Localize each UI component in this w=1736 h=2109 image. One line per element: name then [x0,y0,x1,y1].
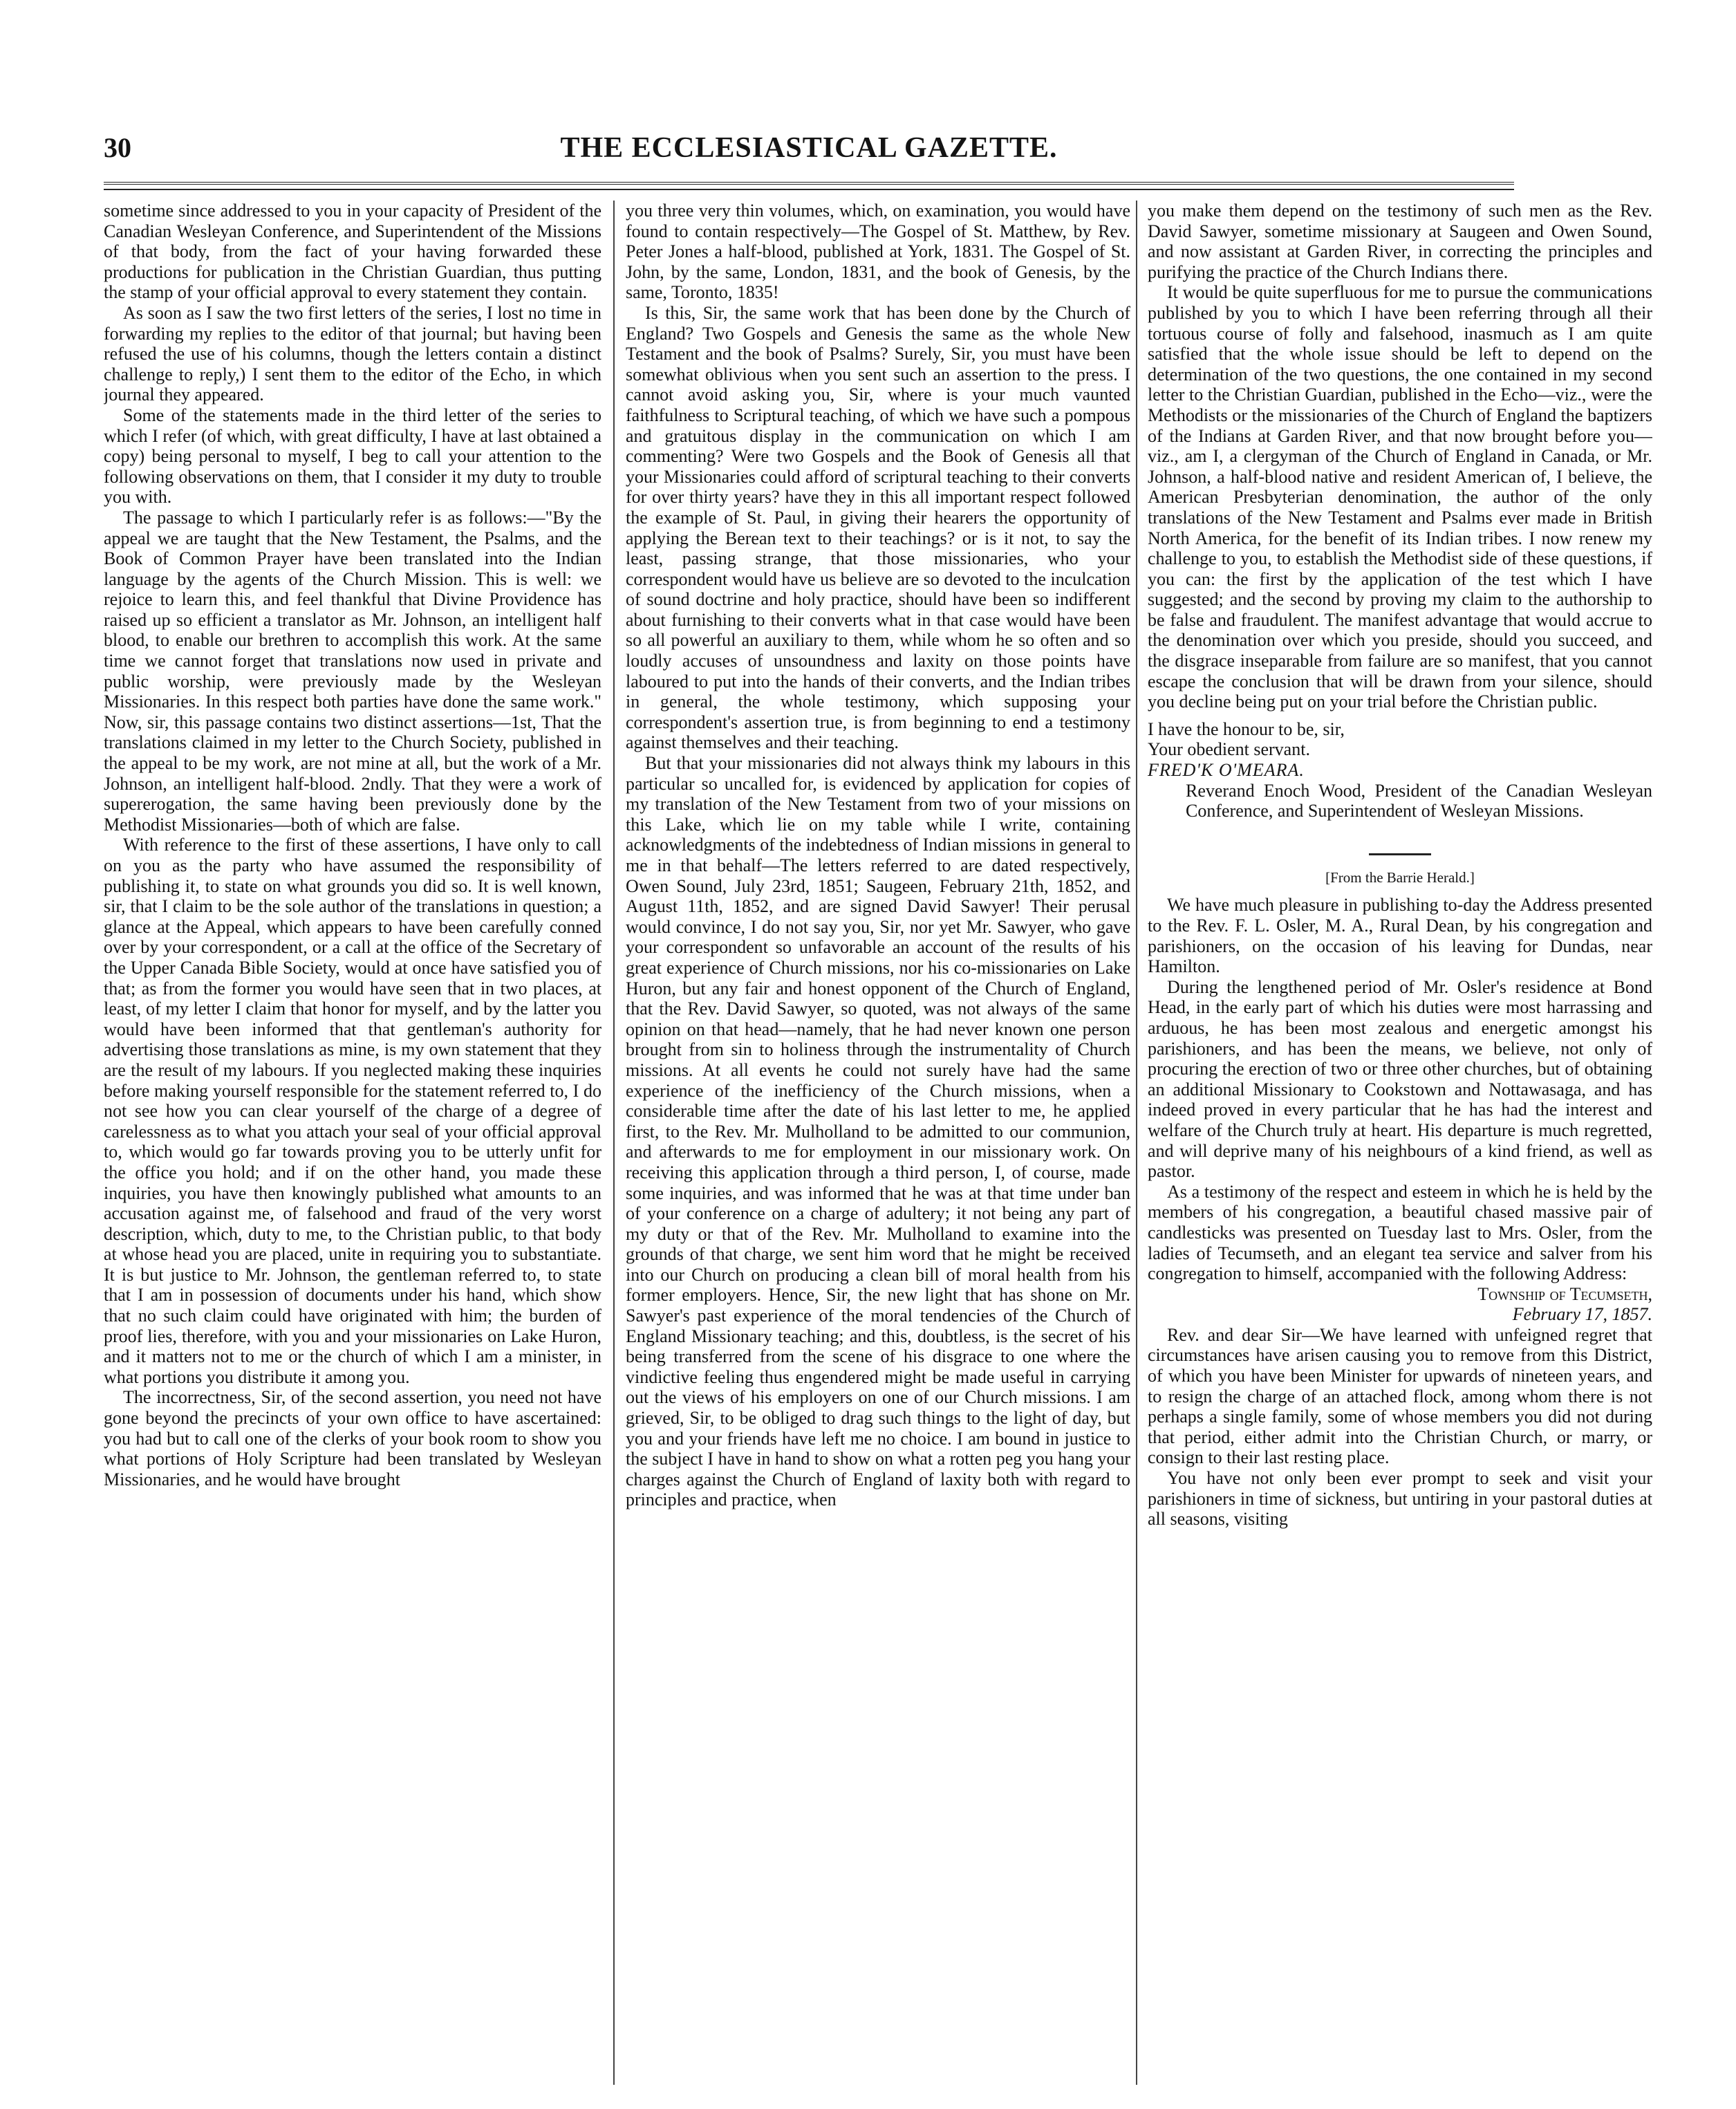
paragraph: Is this, Sir, the same work that has been done by the Church of England? Two Gospels and Genesis the same as the whole New Testament and the book of Psalms? Surely, Sir, you must have been somewhat oblivious when you sent such an assertion to the press. I cannot avoid asking you, Sir, where is your much vaunted faithfulness to Scriptural teaching, of which we have such a pompous and gratuitous display in the communication on which I am commenting? Were two Gospels and the Book of Genesis all that your Missionaries could afford of scriptural teaching to their converts for over thirty years? have they in this all important respect followed the example of St. Paul, in giving their hearers the opportunity of applying the Berean text to their teachings? or is it not, to say the least, passing strange, that those missionaries, who your correspondent would have us believe are so devoted to the inculcation of sound doctrine and holy practice, should have been so indifferent about furnishing to their converts what in that case would have been so all powerful an auxiliary to them, while whom he so often and so loudly accuses of unsoundness and laxity on those points have laboured to put into the hands of their converts, and the Indian tribes in general, the whole testimony, which supposing your correspondent's assertion true, is from beginning to end a testimony against themselves and their teaching. [626,302,1130,753]
column-divider [613,201,615,2085]
paragraph: The incorrectness, Sir, of the second assertion, you need not have gone beyond the precincts of your own office to have ascertained: you had but to call one of the clerks of your book room to show you what portions of Holy Scripture had been translated by Wesleyan Missionaries, and he would have brought [104,1387,601,1489]
dateline-place: Township of Tecumseth, [1477,1283,1652,1304]
newspaper-title: THE ECCLESIASTICAL GAZETTE. [560,132,1058,164]
column-3 [1148,201,1652,2092]
paragraph: sometime since addressed to you in your capacity of President of the Canadian Wesleyan Conference, and Superintendent of the Missions of that body, from the fact of your having forwarded these productions for publication in the Christian Guardian, thus putting the stamp of your official approval to every statement they contain. [104,201,601,303]
column-divider [1136,201,1137,2085]
letter-closing: I have the honour to be, sir, [1148,718,1345,739]
letter-addressee: Reverand Enoch Wood, President of the Canadian Wesleyan Conference, and Superintendent of Wesleyan Missions. [1186,780,1652,821]
column-2 [626,201,1130,2092]
letter-closing: Your obedient servant. [1148,739,1310,760]
paragraph: Rev. and dear Sir—We have learned with unfeigned regret that circumstances have arisen causing you to remove from this District, of which you have been Minister for upwards of nineteen years, and to resign the charge of an attached flock, among whom there is not perhaps a single family, some of whose members you did not during that period, either admit into the Christian Church, or marry, or consign to their last resting place. [1148,1324,1652,1468]
paragraph: It would be quite superfluous for me to pursue the communications published by you to which I have been referring through all their tortuous course of folly and falsehood, inasmuch as I am quite satisfied that the whole issue should be left to depend on the determination of the two questions, the one contained in my second letter to the Christian Guardian, published in the Echo—viz., were the Methodists or the missionaries of the Church of England the baptizers of the Indians at Garden River, and that now brought before you—viz., am I, a clergyman of the Church of England in Canada, or Mr. Johnson, a half-blood native and resident American of, I believe, the American Presbyterian denomination, the author of the only translations of the New Testament and Psalms ever made in British North America, for the benefit of its Indian tribes. I now renew my challenge to you, to establish the Methodist side of these questions, if you can: the first by the application of the test which I have suggested; and the second by proving my claim to the authorship to be false and fraudulent. The manifest advantage that would accrue to the denomination over which you preside, should you succeed, and the disgrace inseparable from failure are so manifest, that you cannot escape the conclusion that will be drawn from your silence, should you decline being put on your trial before the Christian public. [1148,282,1652,712]
paragraph: You have not only been ever prompt to seek and visit your parishioners in time of sickness, but untiring in your pastoral duties at all seasons, visiting [1148,1468,1652,1530]
paragraph: With reference to the first of these assertions, I have only to call on you as the party who have assumed the responsibility of publishing it, to state on what grounds you did so. It is well known, sir, that I claim to be the sole author of the translations in question; a glance at the Appeal, which appears to have been carefully conned over by your correspondent, or a call at the office of the Secretary of the Upper Canada Bible Society, would at once have satisfied you of that; as from the former you would have seen that in two places, at least, of my letter I claim that honor for myself, and by the latter you would have been informed that that gentleman's authority for advertising those translations as mine, is my own statement that they are the result of my labours. If you neglected making these inquiries before making yourself responsible for the statement referred to, I do not see how you can clear yourself of the charge of a degree of carelessness as to what you attach your seal of your official approval to, which would go far towards proving you to be utterly unfit for the office you hold; and if on the other hand, you made these inquiries, you have then knowingly published what amounts to an accusation against me, of falsehood and fraud of the very worst description, which, duty to me, to the Christian public, to that body at whose head you are placed, unite in requiring you to substantiate. It is but justice to Mr. Johnson, the gentleman referred to, to state that I am in possession of documents under his hand, which show that no such claim could have originated with him; the burden of proof lies, therefore, with you and your missionaries on Lake Huron, and it matters not to me or the church of which I am a minister, in what portions you distribute it among you. [104,835,601,1387]
paragraph: As soon as I saw the two first letters of the series, I lost no time in forwarding my replies to the editor of that journal; but having been refused the use of his columns, though the letters contain a distinct challenge to reply,) I sent them to the editor of the Echo, in which journal they appeared. [104,302,601,405]
page-header [104,131,1514,173]
page-number: 30 [104,132,131,163]
section-divider [1369,853,1431,855]
column-1 [104,201,601,2092]
letter-signature: FRED'K O'MEARA. [1148,760,1305,781]
header-rule [104,182,1514,190]
paragraph: The passage to which I particularly refer is as follows:—"By the appeal we are taught that the New Testament, the Psalms, and the Book of Common Prayer have been translated into the Indian language by the agents of the Church Mission. This is well: we rejoice to learn this, and feel thankful that Divine Providence has raised up so efficient a translator as Mr. Johnson, an intelligent half blood, to enable our brethren to accomplish this work. At the same time we cannot forget that translations now used in private and public worship, were previously made by the Wesleyan Missionaries. In this respect both parties have done the same work." Now, sir, this passage contains two distinct assertions—1st, That the translations claimed in my letter to the Church Society, published in the appeal to be my work, are not mine at all, but the work of a Mr. Johnson, an intelligent half-blood. 2ndly. That they were a work of supererogation, the same having been previously done by the Methodist Missionaries—both of which are false. [104,507,601,835]
paragraph: Some of the statements made in the third letter of the series to which I refer (of which, with great difficulty, I have at last obtained a copy) being personal to myself, I beg to call your attention to the following observations on them, that I consider it my duty to trouble you with. [104,405,601,508]
paragraph: We have much pleasure in publishing to-day the Address presented to the Rev. F. L. Osler, M. A., Rural Dean, by his congregation and parishioners, on the occasion of his leaving for Dundas, near Hamilton. [1148,895,1652,977]
paragraph: As a testimony of the respect and esteem in which he is held by the members of his congregation, a beautiful chased massive pair of candlesticks was presented on Tuesday last to Mrs. Osler, from the ladies of Tecumseth, and an elegant tea service and salver from his congregation to himself, accompanied with the following Address: [1148,1181,1652,1284]
paragraph: During the lengthened period of Mr. Osler's residence at Bond Head, in the early part of which his duties were most harrassing and arduous, he has been most zealous and energetic amongst his parishioners, and has been the means, we believe, not only of procuring the erection of two or three other churches, but of obtaining an additional Missionary to Cookstown and Nottawasaga, and has indeed proved in every particular that he has had the interest and welfare of the Church truly at heart. His departure is much regretted, and will deprive many of his neighbours of a kind friend, as well as pastor. [1148,976,1652,1182]
paragraph: you make them depend on the testimony of such men as the Rev. David Sawyer, sometime missionary at Saugeen and Owen Sound, and now assistant at Garden River, in correcting the principles and purifying the practice of the Church Indians there. [1148,201,1652,282]
paragraph: But that your missionaries did not always think my labours in this particular so uncalled for, is evidenced by application for copies of my translation of the New Testament from two of your missions on this Lake, which lie on my table while I write, containing acknowledgments of the indebtedness of Indian missions in general to me in that behalf—The letters referred to are dated respectively, Owen Sound, July 23rd, 1851; Saugeen, February 21th, 1852, and August 11th, 1852, and are signed David Sawyer! Their perusal would convince, I do not say you, Sir, nor yet Mr. Sawyer, who gave your correspondent so unfavorable an account of the results of his great experience of Church missions, nor his co-missionaries on Lake Huron, but any fair and honest opponent of the Church of England, that the Rev. David Sawyer, so quoted, was not always of the same opinion on that head—namely, that he had never known one person brought from sin to holiness through the instrumentality of Church missions. At all events he could not surely have had the same experience of the inefficiency of the Church missions, when a considerable time after the date of his last letter to me, he applied first, to the Rev. Mr. Mulholland to be admitted to our communion, and afterwards to me for employment in our missionary work. On receiving this application through a third person, I, of course, made some inquiries, and was informed that he was at that time under ban of your conference on a charge of adultery; it not being any part of my duty or that of the Rev. Mr. Mulholland to examine into the grounds of that charge, we sent him word that he might be received into our Church on producing a clean bill of moral health from his former employers. Hence, Sir, the new light that has shone on Mr. Sawyer's past experience of the moral tendencies of the Church of England Missionary teaching; and this, doubtless, is the secret of his being transferred from the scene of his disgrace to one where the vindictive feeling thus engendered might be made useful in carrying out the views of his employers on one of our Church missions. I am grieved, Sir, to be obliged to drag such things to the light of day, but you and your friends have left me no choice. I am bound in justice to the subject I have in hand to show on what a rotten peg you hang your charges against the Church of England of laxity both with regard to principles and practice, when [626,753,1130,1510]
dateline-date: February 17, 1857. [1512,1304,1652,1325]
paragraph: you three very thin volumes, which, on examination, you would have found to contain respectively—The Gospel of St. Matthew, by Rev. Peter Jones a half-blood, published at York, 1831. The Gospel of St. John, by the same, London, 1831, and the book of Genesis, by the same, Toronto, 1835! [626,201,1130,303]
source-note: [From the Barrie Herald.] [1325,868,1475,886]
